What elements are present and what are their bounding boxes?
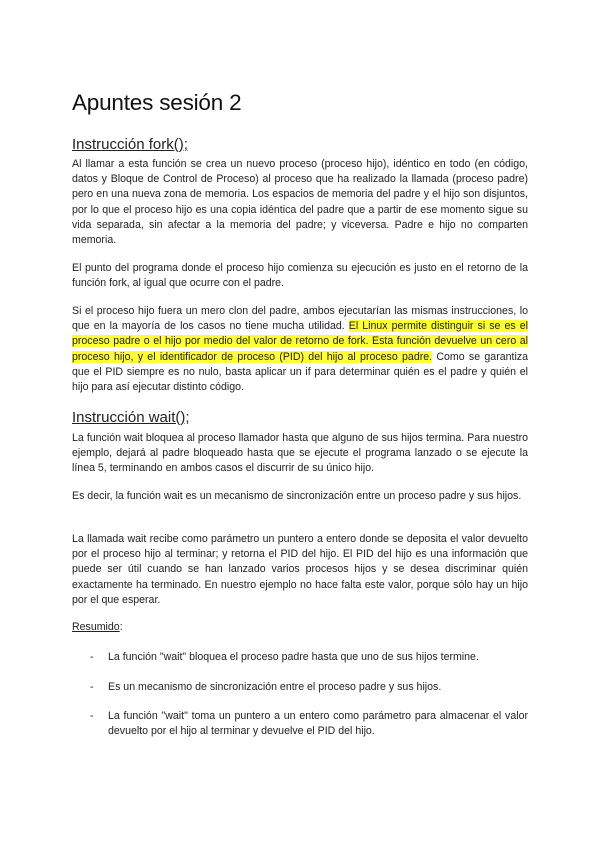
fork-paragraph-3-start: Si el proceso hijo fuera un mero clon del padre, ambos ejecutarían las mismas instrucciones, lo que en la mayoría de los casos no tiene mucha utilidad. (72, 305, 528, 333)
fork-paragraph-1: Al llamar a esta función se crea un nuevo proceso (proceso hijo), idéntico en todo (en código, datos y Bloque de Control de Proceso) al proceso que ha realizado la llamada (proceso padre) pero en una nueva zona de memoria. Los espacios de memoria del padre y el hijo son disjuntos, por lo que el proceso hijo es una copia idéntica del padre que a partir de ese momento sigue su vida separada, sin afectar a la memoria del padre; y viceversa. Padre e hijo no comparten memoria. (72, 158, 528, 247)
fork-paragraph-3-end: Como se garantiza que el PID siempre es no nulo, basta aplicar un if para determinar quién es el padre y quién el hijo para así ejecutar distinto código. (72, 350, 528, 394)
wait-paragraph-2: Es decir, la función wait es un mecanismo de sincronización entre un proceso padre y sus hijos. (72, 490, 522, 502)
summary-item-2 (90, 680, 528, 695)
bullet-dash: - (90, 710, 94, 722)
summary-label-text: Resumido (72, 621, 120, 633)
summary-item-2-text: Es un mecanismo de sincronización entre el proceso padre y sus hijos. (108, 681, 442, 693)
summary-item-1-text: La función "wait" bloquea el proceso padre hasta que uno de sus hijos termine. (108, 651, 479, 663)
fork-paragraph-2: El punto del programa donde el proceso hijo comienza su ejecución es justo en el retorno de la función fork, al igual que ocurre con el padre. (72, 262, 528, 290)
fork-heading: Instrucción fork(); (72, 136, 188, 153)
fork-paragraph-3 (72, 304, 528, 395)
bullet-dash: - (90, 681, 94, 693)
summary-label (72, 621, 123, 633)
wait-paragraph-1: La función wait bloquea al proceso llamador hasta que alguno de sus hijos termina. Para nuestro ejemplo, dejará al padre bloqueado hasta que se ejecute el programa lanzado o se ejecute la línea 5, terminando en ambos casos el discurrir de su único hijo. (72, 432, 528, 475)
summary-item-1 (90, 650, 528, 665)
summary-item-3 (90, 709, 528, 739)
bullet-dash: - (90, 651, 94, 663)
page-title: Apuntes sesión 2 (72, 90, 242, 115)
wait-heading: Instrucción wait(); (72, 409, 190, 426)
summary-item-3-text: La función "wait" toma un puntero a un entero como parámetro para almacenar el valor devuelto por el hijo al terminar y devuelve el PID del hijo. (108, 710, 528, 738)
wait-paragraph-3: La llamada wait recibe como parámetro un puntero a entero donde se deposita el valor devuelto por el proceso hijo al terminar; y retorna el PID del hijo. El PID del hijo es una información que puede ser útil cuando se han lanzado varios procesos hijos y se desea discriminar quién exactamente ha terminado. En nuestro ejemplo no hace falta este valor, porque sólo hay un hijo por el que esperar. (72, 533, 528, 606)
highlighted-text: El Linux permite distinguir si se es el proceso padre o el hijo por medio del valor de retorno de fork. Esta función devuelve un cero al proceso hijo, y el identificador de proceso (PID) del hijo al proceso padre. (72, 320, 528, 363)
summary-label-colon: : (119, 621, 123, 633)
